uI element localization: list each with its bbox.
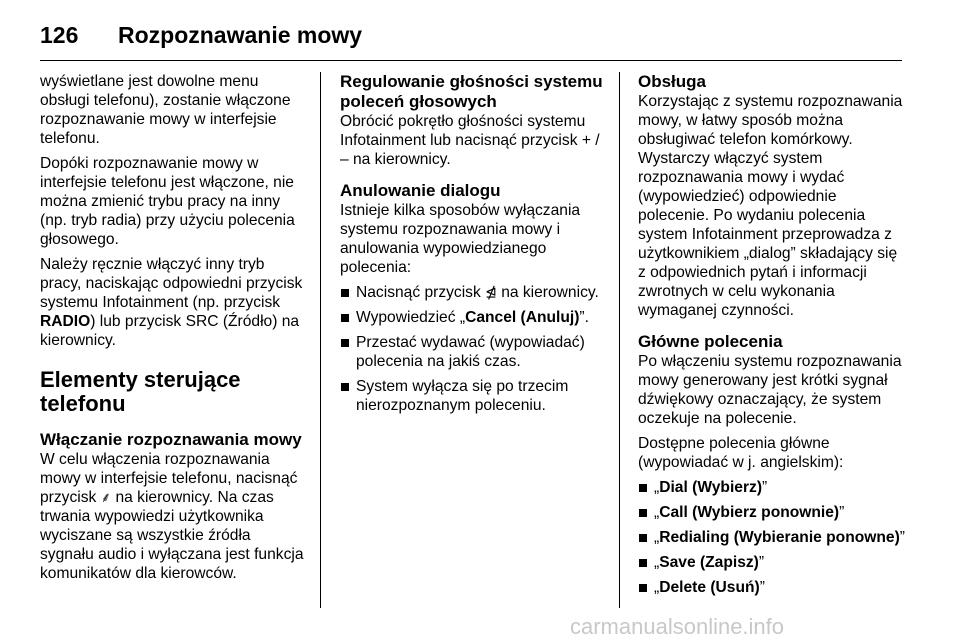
paragraph: Należy ręcznie włączyć inny tryb pracy, naciskając odpowiedni przycisk systemu Infotainment (np. przycisk RADIO) lub przycisk SRC (Źródło) na kierownicy. xyxy=(40,256,303,349)
column-2 xyxy=(340,72,610,421)
voice-button-icon: ⸙ xyxy=(100,489,112,505)
subsection-heading: Główne polecenia xyxy=(638,332,783,351)
page-title: Rozpoznawanie mowy xyxy=(118,22,363,48)
bullet-icon xyxy=(639,559,647,567)
list-item: System wyłącza się po trzecim nierozpoznanym poleceniu. xyxy=(340,377,610,415)
list-item: „Delete (Usuń)” xyxy=(638,578,908,597)
bullet-icon xyxy=(639,509,647,517)
bullet-icon xyxy=(341,314,349,322)
list-item: „Redialing (Wybieranie ponowne)” xyxy=(638,528,908,547)
page-header xyxy=(40,22,362,56)
bullet-icon xyxy=(639,484,647,492)
paragraph: Dopóki rozpoznawanie mowy w interfejsie telefonu jest włączone, nie można zmienić trybu pracy na inny (np. tryb radia) przy użyciu polecenia głosowego. xyxy=(40,155,295,248)
list-item: Nacisnąć przycisk ⋬ na kierownicy. xyxy=(340,283,610,302)
section-heading: Elementy sterujące telefonu xyxy=(40,367,241,416)
bullet-icon xyxy=(639,584,647,592)
paragraph: Obrócić pokrętło głośności systemu Infotainment lub nacisnąć przycisk + / – na kierownicy. xyxy=(340,113,600,168)
paragraph: W celu włączenia rozpoznawania mowy w interfejsie telefonu, nacisnąć przycisk ⸙ na kierownicy. Na czas trwania wypowiedzi użytkownika wyciszane są wszystkie źródła sygnału audio i wyłączana jest funkcja komunikatów dla kierowców. xyxy=(40,451,304,582)
column-3 xyxy=(638,72,908,603)
bullet-icon xyxy=(341,289,349,297)
header-rule xyxy=(40,60,902,61)
list-item: „Save (Zapisz)” xyxy=(638,553,908,572)
bullet-icon xyxy=(341,339,349,347)
radio-button-label: RADIO xyxy=(40,313,91,330)
column-divider xyxy=(619,72,620,608)
hangup-button-icon: ⋬ xyxy=(485,284,497,300)
command-list xyxy=(638,478,908,597)
paragraph: wyświetlane jest dowolne menu obsługi telefonu), zostanie włączone rozpoznawanie mowy w interfejsie telefonu. xyxy=(40,73,291,147)
list-item: „Call (Wybierz ponownie)” xyxy=(638,503,908,522)
subsection-heading: Włączanie rozpoznawania mowy xyxy=(40,430,302,449)
list-item: Przestać wydawać (wypowiadać) polecenia na jakiś czas. xyxy=(340,333,610,371)
paragraph: Dostępne polecenia główne (wypowiadać w j. angielskim): xyxy=(638,435,844,471)
paragraph: Po włączeniu systemu rozpoznawania mowy generowany jest krótki sygnał dźwiękowy oznaczający, że system oczekuje na polecenie. xyxy=(638,353,902,427)
bullet-icon xyxy=(341,383,349,391)
watermark: carmanualsonline.info xyxy=(570,614,785,639)
subsection-heading: Regulowanie głośności systemu poleceń głosowych xyxy=(340,72,603,111)
paragraph: Korzystając z systemu rozpoznawania mowy, w łatwy sposób można obsługiwać telefon komórkowy. Wystarczy włączyć system rozpoznawania mowy i wydać (wypowiedzieć) odpowiednie polecenie. Po wydaniu polecenia system Infotainment przeprowadza z użytkownikiem „dialog” składający się z odpowiednich pytań i informacji zwrotnych w celu wykonania wymaganej czynności. xyxy=(638,93,903,319)
page-number: 126 xyxy=(40,22,79,48)
column-divider xyxy=(320,72,321,608)
list-item: „Dial (Wybierz)” xyxy=(638,478,908,497)
column-1 xyxy=(40,72,308,589)
bullet-list xyxy=(340,283,610,415)
subsection-heading: Anulowanie dialogu xyxy=(340,181,501,200)
list-item: Wypowiedzieć „Cancel (Anuluj)”. xyxy=(340,308,610,327)
paragraph: Istnieje kilka sposobów wyłączania systemu rozpoznawania mowy i anulowania wypowiedzianego polecenia: xyxy=(340,202,581,276)
bullet-icon xyxy=(639,534,647,542)
subsection-heading: Obsługa xyxy=(638,72,707,91)
